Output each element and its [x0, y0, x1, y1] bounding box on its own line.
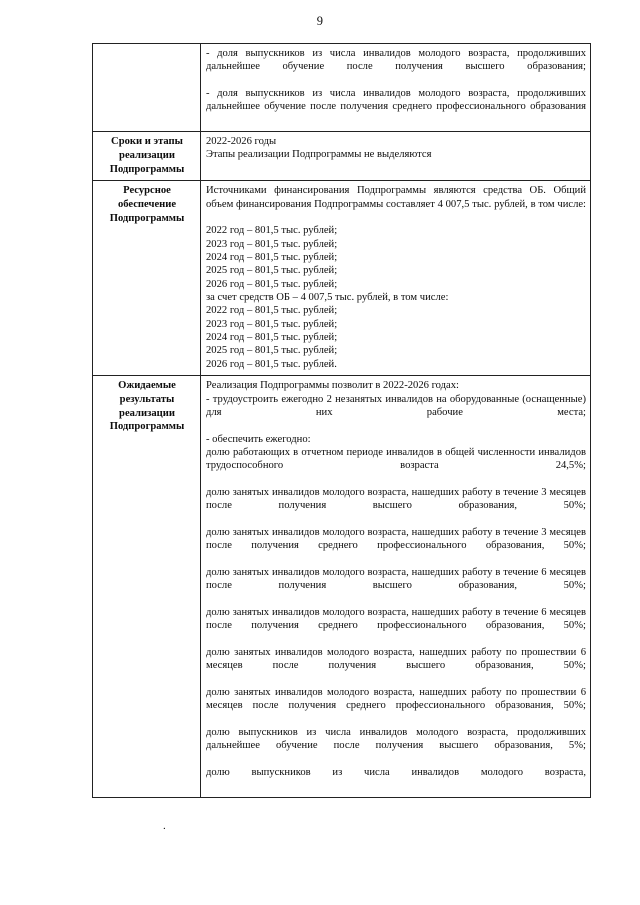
- label-line: Подпрограммы: [109, 421, 185, 433]
- row-content-expected-results: [201, 376, 591, 798]
- content-line: 2023 год – 801,5 тыс. рублей;: [206, 318, 338, 330]
- content-line: Этапы реализации Подпрограммы не выделяются: [206, 149, 432, 161]
- content-line: долю занятых инвалидов молодого возраста, нашедших работу по прошествии 6 месяцев после получения высшего образования, 50%;: [206, 647, 586, 672]
- content-line: долю выпускников из числа инвалидов молодого возраста,: [206, 767, 586, 779]
- content-line: Источниками финансирования Подпрограммы являются средства ОБ. Общий объем финансирования Подпрограммы составляет 4 007,5 тыс. рублей, в том числе:: [206, 185, 586, 210]
- row-label-terms: [93, 132, 201, 181]
- content-line: - трудоустроить ежегодно 2 незанятых инвалидов на оборудованные (оснащенные) для них рабочие места;: [206, 393, 586, 418]
- label-line: реализации: [119, 149, 175, 161]
- content-line: - доля выпускников из числа инвалидов молодого возраста, продолживших дальнейшее обучение после получения высшего образования;: [206, 48, 586, 73]
- label-line: Подпрограммы: [109, 163, 185, 175]
- label-line: Сроки и этапы: [111, 136, 183, 148]
- stray-ink-mark: .: [163, 820, 166, 832]
- label-line: Подпрограммы: [109, 212, 185, 224]
- content-line: 2024 год – 801,5 тыс. рублей;: [206, 332, 338, 344]
- content-line: 2025 год – 801,5 тыс. рублей;: [206, 345, 338, 357]
- content-line: долю работающих в отчетном периоде инвалидов в общей численности инвалидов трудоспособного возраста 24,5%;: [206, 446, 586, 472]
- table-row: [93, 181, 591, 376]
- label-line: Ресурсное: [123, 185, 171, 197]
- row-label-expected-results: [93, 376, 201, 798]
- content-line: за счет средств ОБ – 4 007,5 тыс. рублей, в том числе:: [206, 292, 449, 304]
- content-line: 2026 год – 801,5 тыс. рублей;: [206, 278, 338, 290]
- content-line: долю занятых инвалидов молодого возраста, нашедших работу в течение 3 месяцев после получения высшего образования, 50%;: [206, 486, 586, 512]
- content-line: 2025 год – 801,5 тыс. рублей;: [206, 265, 338, 277]
- content-line: 2022-2026 годы: [206, 136, 277, 148]
- table-row: [93, 44, 591, 132]
- content-line: долю занятых инвалидов молодого возраста, нашедших работу по прошествии 6 месяцев после получения среднего профессионального образования, 50%;: [206, 687, 586, 712]
- program-passport-table: [92, 43, 591, 798]
- table-row: [93, 132, 591, 181]
- content-line: 2022 год – 801,5 тыс. рублей;: [206, 305, 338, 317]
- row-content-terms: [201, 132, 591, 181]
- content-line: 2023 год – 801,5 тыс. рублей;: [206, 238, 338, 250]
- label-line: реализации: [119, 407, 175, 419]
- page-number: 9: [316, 14, 324, 28]
- content-line: долю занятых инвалидов молодого возраста, нашедших работу в течение 6 месяцев после получения среднего профессионального образования, 50%;: [206, 607, 586, 632]
- label-line: обеспечение: [117, 199, 177, 211]
- row-label-resources: [93, 181, 201, 376]
- content-line: долю занятых инвалидов молодого возраста, нашедших работу в течение 6 месяцев после получения высшего образования, 50%;: [206, 566, 586, 592]
- content-line: долю занятых инвалидов молодого возраста, нашедших работу в течение 3 месяцев после получения среднего профессионального образования, 50%;: [206, 526, 586, 552]
- content-line: Реализация Подпрограммы позволит в 2022-2026 годах:: [206, 380, 459, 392]
- content-line: 2026 год – 801,5 тыс. рублей.: [206, 358, 337, 370]
- content-line: - доля выпускников из числа инвалидов молодого возраста, продолживших дальнейшее обучение после получения среднего профессионального образования: [206, 88, 586, 113]
- content-line: 2022 год – 801,5 тыс. рублей;: [206, 225, 338, 237]
- row-content-resources: [201, 181, 591, 376]
- row-label-empty: [93, 44, 201, 132]
- label-line: результаты: [119, 393, 175, 405]
- content-line: долю выпускников из числа инвалидов молодого возраста, продолживших дальнейшее обучение после получения высшего образования, 5%;: [206, 727, 586, 752]
- content-line: 2024 год – 801,5 тыс. рублей;: [206, 252, 338, 264]
- label-line: Ожидаемые: [118, 380, 176, 392]
- row-content-indicators: [201, 44, 591, 132]
- table-row: [93, 376, 591, 798]
- content-line: - обеспечить ежегодно:: [206, 433, 311, 445]
